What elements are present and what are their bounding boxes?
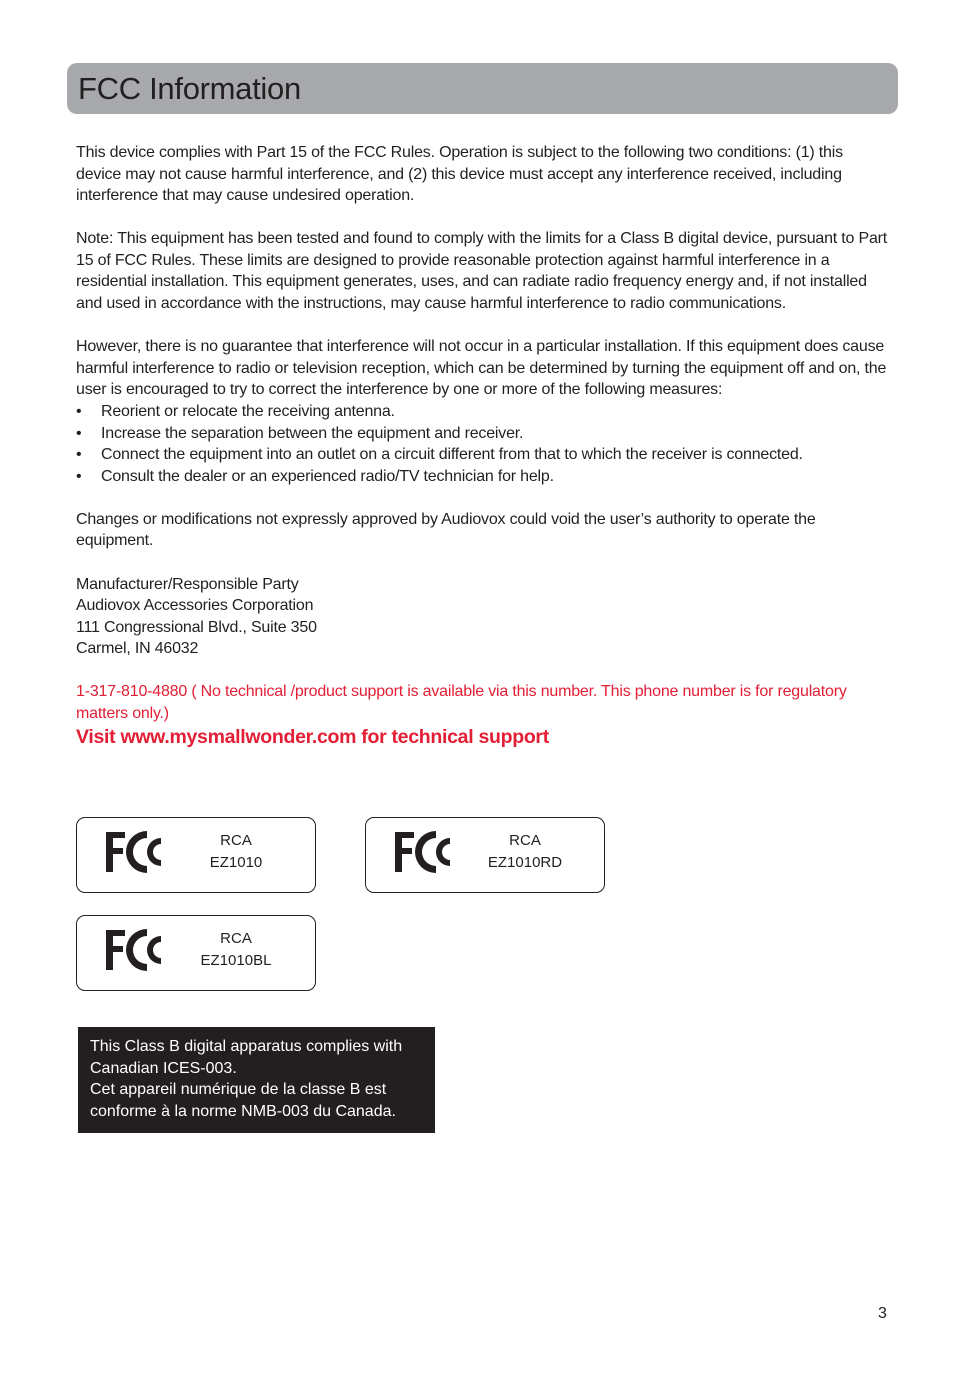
fcc-label-model: EZ1010RD: [487, 854, 563, 871]
address-line: Manufacturer/Responsible Party: [76, 575, 299, 593]
changes-paragraph: Changes or modifications not expressly approved by Audiovox could void the user’s authority to operate the equipment.: [76, 510, 816, 550]
fcc-label-text: [177, 830, 295, 874]
support-link-text: Visit www.mysmallwonder.com for technical support: [76, 725, 549, 748]
fcc-logo-icon: [103, 826, 167, 878]
fcc-label-brand: RCA: [220, 832, 252, 849]
fcc-logo-icon: [103, 924, 167, 976]
measures-list: [76, 401, 892, 487]
fcc-label-model: EZ1010BL: [200, 952, 272, 969]
address-line: Carmel, IN 46032: [76, 640, 199, 658]
fcc-label-ez1010bl: [76, 915, 316, 991]
fcc-label-model: EZ1010: [209, 854, 263, 871]
list-item: • Consult the dealer or an experienced radio/TV technician for help.: [76, 466, 892, 488]
canada-french: Cet appareil numérique de la classe B est conforme à la norme NMB-003 du Canada.: [90, 1081, 396, 1120]
canada-compliance-box: [78, 1027, 435, 1133]
note-paragraph: Note: This equipment has been tested and found to comply with the limits for a Class B digital device, pursuant to Part 15 of FCC Rules. These limits are designed to provide reasonable protection against harmful interference in a residential installation. This equipment generates, uses, and can radiate radio frequency energy and, if not installed and used in accordance with the instructions, may cause harmful interference to radio communications.: [76, 230, 888, 313]
canada-english: This Class B digital apparatus complies with Canadian ICES-003.: [90, 1038, 403, 1077]
fcc-label-brand: RCA: [220, 930, 252, 947]
fcc-label-ez1010rd: [365, 817, 605, 893]
list-item: • Increase the separation between the equipment and receiver.: [76, 423, 892, 445]
fcc-label-text: [177, 928, 295, 972]
list-item: • Reorient or relocate the receiving antenna.: [76, 401, 892, 423]
section-header: [67, 63, 898, 114]
fcc-body: [76, 142, 892, 748]
page-number: 3: [878, 1305, 887, 1322]
fcc-logo-icon: [392, 826, 456, 878]
page-title: FCC Information: [78, 71, 301, 106]
address-line: Audiovox Accessories Corporation: [76, 597, 314, 615]
address-line: 111 Congressional Blvd., Suite 350: [76, 618, 317, 636]
address-block: [76, 574, 892, 660]
list-item: • Connect the equipment into an outlet on a circuit different from that to which the receiver is connected.: [76, 444, 892, 466]
however-paragraph: However, there is no guarantee that interference will not occur in a particular installation. If this equipment does cause harmful interference to radio or television reception, which can be determined by turning the equipment off and on, the user is encouraged to try to correct the interference by one or more of the following measures:: [76, 338, 887, 399]
phone-note: 1-317-810-4880 ( No technical /product support is available via this number. This phone number is for regulatory matters only.): [76, 683, 847, 722]
fcc-label-text: [466, 830, 584, 874]
compliance-paragraph: This device complies with Part 15 of the FCC Rules. Operation is subject to the following two conditions: (1) this device may not cause harmful interference, and (2) this device must accept any interference received, including interference that may cause undesired operation.: [76, 144, 843, 205]
fcc-label-ez1010: [76, 817, 316, 893]
fcc-label-brand: RCA: [509, 832, 541, 849]
